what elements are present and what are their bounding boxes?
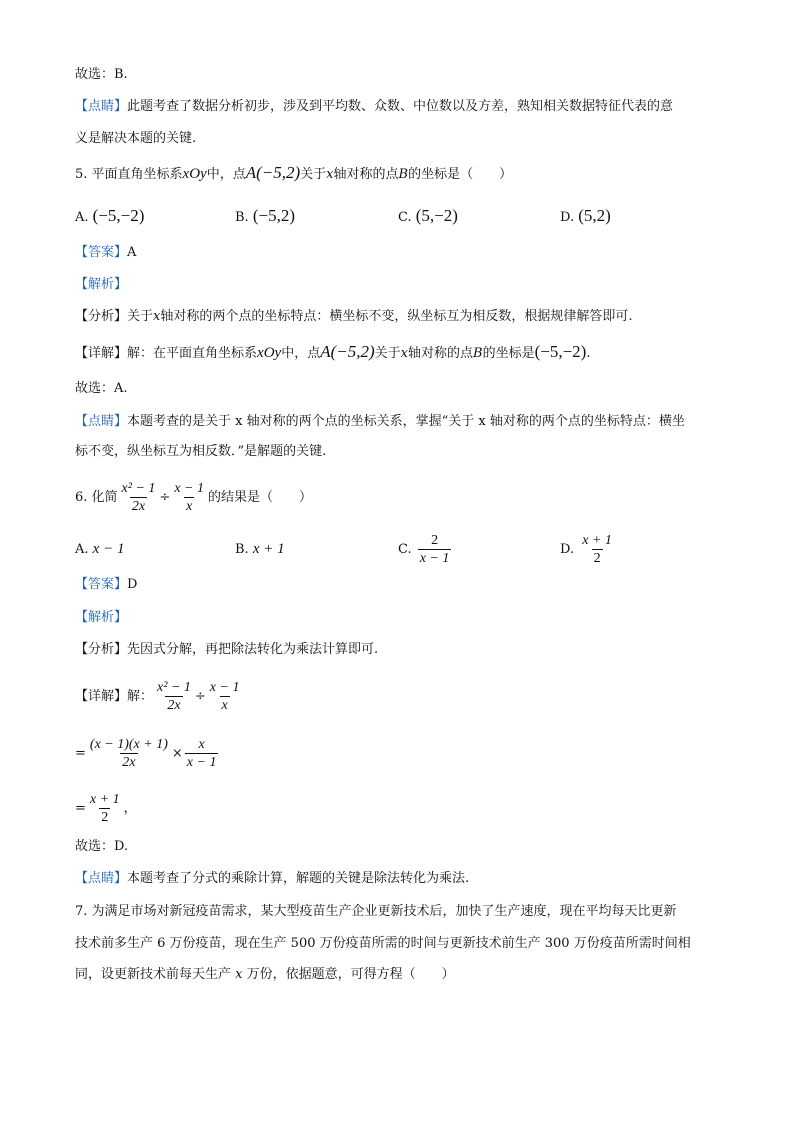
- q6-analysis-tag: 【解析】: [75, 610, 128, 625]
- q6-option-a: A. x − 1: [75, 541, 125, 557]
- q5-comment-line2: 标不变，纵坐标互为相反数．”是解题的关键.: [75, 444, 327, 459]
- q5-fenxi: 【分析】关于x轴对称的两个点的坐标特点：横坐标不变，纵坐标互为相反数，根据规律解答即可.: [75, 309, 633, 324]
- q5-comment-line1: 【点睛】本题考查的是关于 x 轴对称的两个点的坐标关系，掌握“关于 x 轴对称的两个点的坐标特点：横坐: [75, 414, 685, 429]
- q6-detail-step1: 【详解】解： $\frac{\text{x² − 1}}{2x}$ ÷ $\frac{x - 1}{x}$: [75, 680, 240, 713]
- q5-analysis-tag: 【解析】: [75, 277, 128, 292]
- comment-tag: 【点睛】: [75, 99, 128, 114]
- q5-option-b: B. (−5,2): [235, 206, 295, 225]
- q4-comment-line2: 义是解决本题的关键.: [75, 131, 197, 146]
- q6-option-c: C. $\frac{2}{x - 1}$: [398, 533, 450, 566]
- q5-option-c: C. (5,−2): [398, 206, 458, 225]
- q6-detail-step3: = $\frac{x + 1}{2}$ ，: [75, 792, 137, 825]
- q7-line3: 同，设更新技术前每天生产 x 万份，依据题意，可得方程（ ）: [75, 967, 455, 982]
- q6-comment: 【点睛】本题考查了分式的乘除计算，解题的关键是除法转化为乘法.: [75, 871, 470, 886]
- q6-option-b: B. x + 1: [235, 541, 285, 557]
- q4-choice: 故选：B.: [75, 67, 128, 82]
- q6-fraction-2: $\frac{x - 1}{x}$: [174, 481, 204, 514]
- q5-option-d: D. (5,2): [560, 206, 611, 225]
- q5-option-a: A. (−5,−2): [75, 206, 145, 225]
- q6-choice: 故选：D.: [75, 839, 129, 854]
- q6-fraction-1: $\frac{\text{x² − 1}}{2x}$: [121, 481, 156, 514]
- q6-stem: 6. 化简 $\frac{\text{x² − 1}}{2x}$ ÷ $\frac{x - 1}{x}$ 的结果是（ ）: [75, 481, 312, 514]
- q5-answer: 【答案】A: [75, 245, 137, 260]
- q4-comment-line1: 【点睛】此题考查了数据分析初步，涉及到平均数、众数、中位数以及方差，熟知相关数据特征代表的意: [75, 99, 674, 114]
- q6-answer: 【答案】D: [75, 577, 138, 592]
- q5-stem: 5. 平面直角坐标系xOy中，点A(−5,2)关于x轴对称的点B的坐标是（ ）: [75, 163, 513, 182]
- q6-fenxi: 【分析】先因式分解，再把除法转化为乘法计算即可.: [75, 642, 379, 657]
- q6-detail-step2: = $\frac{(x - 1)(x + 1)}{2x}$ × $\frac{x}{x - 1}$: [75, 737, 217, 770]
- q7-line1: 7. 为满足市场对新冠疫苗需求，某大型疫苗生产企业更新技术后，加快了生产速度，现在平均每天比更新: [75, 904, 677, 919]
- q7-line2: 技术前多生产 6 万份疫苗，现在生产 500 万份疫苗所需的时间与更新技术前生产 300 万份疫苗所需时间相: [75, 936, 691, 951]
- q5-detail: 【详解】解：在平面直角坐标系xOy中，点A(−5,2)关于x轴对称的点B的坐标是(−5,−2).: [75, 342, 591, 361]
- q5-choice: 故选：A.: [75, 381, 128, 396]
- q6-option-d: D. $\frac{x + 1}{2}$: [560, 533, 612, 566]
